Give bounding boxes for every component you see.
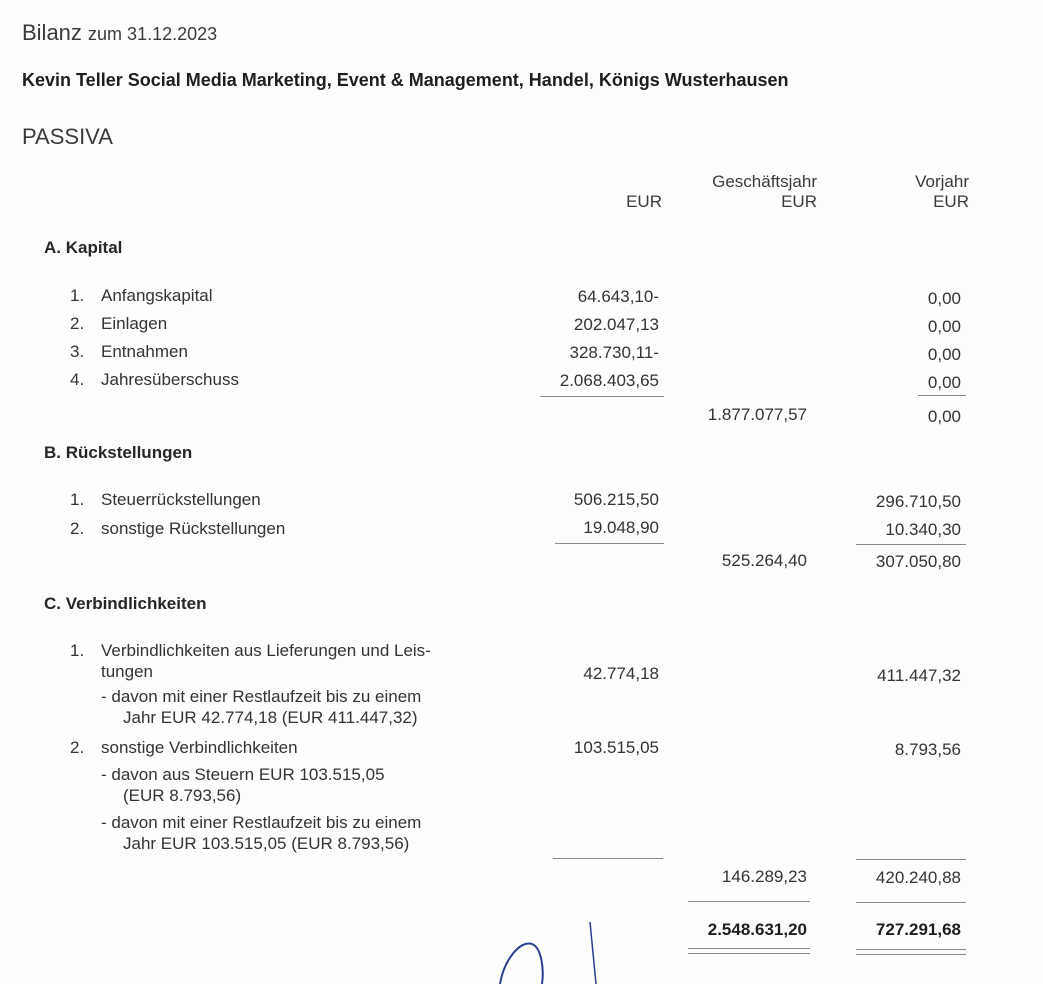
section-title-verbindlichkeiten: C. Verbindlichkeiten <box>44 594 207 613</box>
balance-date: zum 31.12.2023 <box>88 24 218 44</box>
line-item-label: Anfangskapital <box>101 286 213 305</box>
line-item-prior: 411.447,32 <box>877 666 961 685</box>
line-item-label: sonstige Verbindlichkeiten <box>101 738 298 757</box>
section-subtotal-prior: 0,00 <box>927 407 961 426</box>
line-item-amount: 19.048,90 <box>583 518 659 537</box>
section-subtotal: 146.289,23 <box>721 867 807 886</box>
list-item-number: 4. <box>70 370 85 389</box>
company-name: Kevin Teller Social Media Marketing, Event & Management, Handel, Königs Wusterhausen <box>22 70 789 90</box>
underline-rule <box>688 901 810 902</box>
line-item-prior: 0,00 <box>927 317 961 336</box>
line-item-amount: 64.643,10- <box>577 287 659 306</box>
line-item-amount: 328.730,11- <box>569 343 659 362</box>
line-item-label: Steuerrückstellungen <box>101 490 261 509</box>
list-item-number: 2. <box>70 314 85 333</box>
line-item-amount: 42.774,18 <box>583 664 659 683</box>
line-item-amount: 202.047,13 <box>573 315 659 334</box>
underline-rule <box>540 396 664 397</box>
underline-rule <box>555 543 664 544</box>
line-item-prior: 0,00 <box>927 345 961 364</box>
list-item-number: 1. <box>70 286 85 305</box>
underline-rule <box>856 859 966 860</box>
signature-mark <box>480 920 620 984</box>
grand-total: 2.548.631,20 <box>707 920 807 939</box>
grand-total-prior: 727.291,68 <box>875 920 961 939</box>
section-subtotal: 525.264,40 <box>721 551 807 570</box>
line-item-prior: 296.710,50 <box>875 492 961 511</box>
line-item-note: - davon aus Steuern EUR 103.515,05 (EUR 8.793,56) <box>101 765 385 805</box>
section-title-kapital: A. Kapital <box>44 238 123 257</box>
balance-side-heading: PASSIVA <box>22 124 113 149</box>
underline-rule <box>918 395 966 396</box>
double-underline <box>856 949 966 955</box>
section-subtotal: 1.877.077,57 <box>707 405 807 424</box>
line-item-label: sonstige Rückstellungen <box>101 519 286 538</box>
column-header-eur: EUR <box>626 192 662 211</box>
line-item-prior: 0,00 <box>927 373 961 392</box>
section-title-rueckstellungen: B. Rückstellungen <box>44 443 193 462</box>
list-item-number: 2. <box>70 738 85 757</box>
section-subtotal-prior: 420.240,88 <box>875 868 961 887</box>
column-header-fiscal-year: Geschäftsjahr EUR <box>712 172 817 211</box>
double-underline <box>688 948 810 954</box>
line-item-note: - davon mit einer Restlaufzeit bis zu einem Jahr EUR 103.515,05 (EUR 8.793,56) <box>101 813 422 853</box>
line-item-prior: 10.340,30 <box>885 520 961 539</box>
line-item-prior: 0,00 <box>927 289 961 308</box>
document-title: Bilanz zum 31.12.2023 <box>22 20 218 45</box>
underline-rule <box>553 858 663 859</box>
line-item-amount: 103.515,05 <box>573 738 659 757</box>
underline-rule <box>856 544 966 545</box>
list-item-number: 1. <box>70 641 85 660</box>
line-item-note: - davon mit einer Restlaufzeit bis zu einem Jahr EUR 42.774,18 (EUR 411.447,32) <box>101 687 422 727</box>
line-item-label: Einlagen <box>101 314 168 333</box>
underline-rule <box>856 902 966 903</box>
list-item-number: 1. <box>70 490 85 509</box>
column-header-prior-year: Vorjahr EUR <box>915 172 969 211</box>
list-item-number: 3. <box>70 342 85 361</box>
line-item-label: Jahresüberschuss <box>101 370 239 389</box>
section-subtotal-prior: 307.050,80 <box>875 552 961 571</box>
line-item-label: Verbindlichkeiten aus Lieferungen und Leis- tungen <box>101 641 431 681</box>
list-item-number: 2. <box>70 519 85 538</box>
line-item-amount: 2.068.403,65 <box>559 371 659 390</box>
line-item-prior: 8.793,56 <box>894 740 961 759</box>
line-item-label: Entnahmen <box>101 342 188 361</box>
line-item-amount: 506.215,50 <box>573 490 659 509</box>
